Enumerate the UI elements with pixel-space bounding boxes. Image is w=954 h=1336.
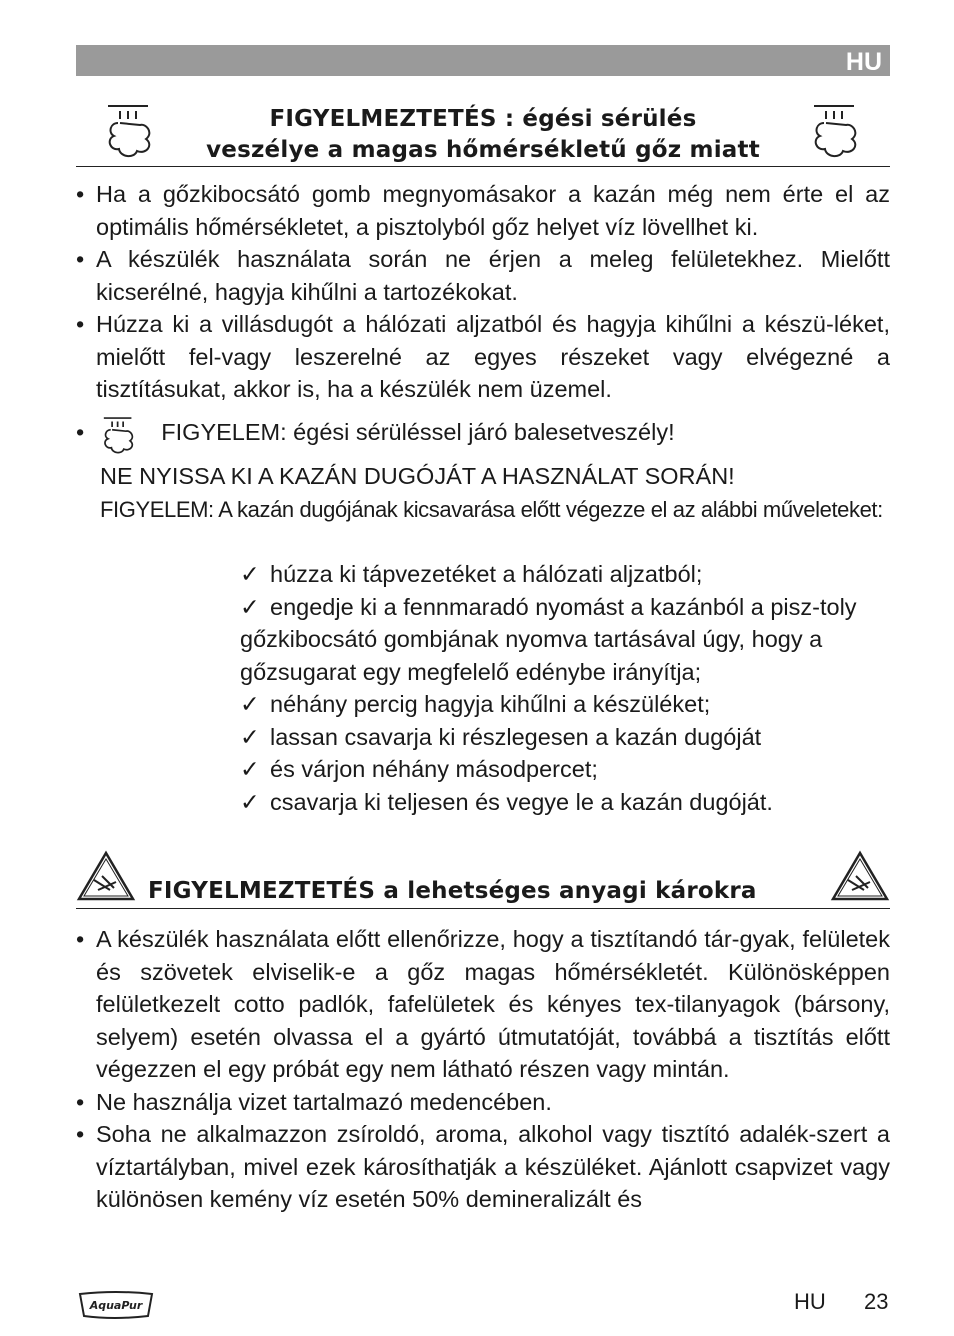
bullet: • <box>76 246 85 272</box>
attention-line <box>76 416 890 449</box>
steam-warning-title-1: FIGYELMEZTETÉS : égési sérülés <box>269 106 697 132</box>
bullet: • <box>76 181 85 207</box>
list-item <box>76 1118 890 1216</box>
checklist-text: lassan csavarja ki részlegesen a kazán dugóját <box>270 723 762 750</box>
list-item <box>76 308 890 406</box>
checklist-text: néhány percig hagyja kihűlni a készüléket; <box>270 691 711 717</box>
checklist <box>240 558 890 818</box>
list-item-text: A készülék használata előtt ellenőrizze, hogy a tisztítandó tár-gyak, felületek és szövetek elviselik-e a gőz magas hőmérsékletét. Különösképpen felületkezelt cotto padlók, fafelületek és kényes tex-tilanyagok (bársony, selyem) esetén olvassa el a gyártó útmutatóját, továbbá a tisztítás előtt végezzen el egy próbát egy nem látható részen vagy mintán. <box>96 926 890 1082</box>
hot-steam-icon <box>810 103 862 161</box>
checklist-item <box>240 591 890 689</box>
steam-bullet-list <box>76 178 890 406</box>
damage-bullet-list <box>76 923 890 1216</box>
check-icon: ✓ <box>240 788 260 815</box>
header-bar <box>76 45 890 76</box>
checklist-text: csavarja ki teljesen és vegye le a kazán dugóját. <box>270 788 773 815</box>
list-item <box>76 1086 890 1119</box>
check-icon: ✓ <box>240 561 260 587</box>
bullet: • <box>76 1088 85 1115</box>
steam-warning-header <box>76 104 890 167</box>
aquapur-logo <box>76 1290 156 1320</box>
hot-steam-icon <box>104 103 156 161</box>
list-item <box>76 178 890 243</box>
check-icon: ✓ <box>240 593 260 620</box>
checklist-item <box>240 558 890 591</box>
warning-triangle-icon <box>830 850 890 902</box>
list-item <box>76 243 890 308</box>
list-item-text: A készülék használata során ne érjen a meleg felületekhez. Mielőtt kicserélné, hagyja kihűlni a tartozékokat. <box>96 246 890 305</box>
check-icon: ✓ <box>240 756 260 782</box>
attention-intro: FIGYELEM: A kazán dugójának kicsavarása előtt végezze el az alábbi műveleteket: <box>100 497 883 522</box>
hot-steam-icon <box>100 416 138 456</box>
checklist-text: és várjon néhány másodpercet; <box>270 756 598 782</box>
steam-warning-title-2: veszélye a magas hőmérsékletű gőz miatt <box>206 137 760 163</box>
list-item-text: Soha ne alkalmazzon zsíroldó, aroma, alkohol vagy tisztító adalék-szert a víztartályban, mivel ezek károsíthatják a készüléket. Ajánlott csapvizet vagy különösen kemény víz esetén 50% demineralizált és <box>96 1121 890 1212</box>
footer-lang: HU <box>794 1289 826 1314</box>
header-lang: HU <box>845 48 882 76</box>
checklist-text: húzza ki tápvezetéket a hálózati aljzatból; <box>270 561 703 587</box>
warning-triangle-icon <box>76 850 136 902</box>
bullet: • <box>76 926 85 952</box>
bullet: • <box>76 419 85 445</box>
list-item-text: Ha a gőzkibocsátó gomb megnyomásakor a kazán még nem érte el az optimális hőmérsékletet, a pisztolyból gőz helyet víz lövellhet ki. <box>96 181 890 240</box>
check-icon: ✓ <box>240 691 260 717</box>
check-icon: ✓ <box>240 723 260 750</box>
checklist-item <box>240 721 890 754</box>
page-number: 23 <box>864 1289 889 1314</box>
damage-warning-header <box>76 876 890 909</box>
list-item-text: Ne használja vizet tartalmazó medencében. <box>96 1088 552 1115</box>
caps-warning: NE NYISSA KI A KAZÁN DUGÓJÁT A HASZNÁLAT SORÁN! <box>100 463 735 489</box>
checklist-item <box>240 688 890 721</box>
logo-text: AquaPur <box>89 1299 143 1312</box>
damage-warning-title: FIGYELMEZTETÉS a lehetséges anyagi károkra <box>148 878 757 904</box>
checklist-text: engedje ki a fennmaradó nyomást a kazánból a pisz-toly gőzkibocsátó gombjának nyomva tartásával úgy, hogy a gőzsugarat egy megfelelő edénybe irányítja; <box>240 593 857 685</box>
checklist-item <box>240 753 890 786</box>
checklist-item <box>240 786 890 819</box>
bullet: • <box>76 1121 85 1147</box>
bullet: • <box>76 311 85 337</box>
list-item-text: Húzza ki a villásdugót a hálózati aljzatból és hagyja kihűlni a készü-léket, mielőtt fel-vagy leszerelné az egyes részeket vagy elvégezné a tisztításukat, akkor is, ha a készülék nem üzemel. <box>96 311 890 402</box>
list-item <box>76 923 890 1086</box>
attention-label: FIGYELEM: égési sérüléssel járó balesetveszély! <box>161 419 675 445</box>
